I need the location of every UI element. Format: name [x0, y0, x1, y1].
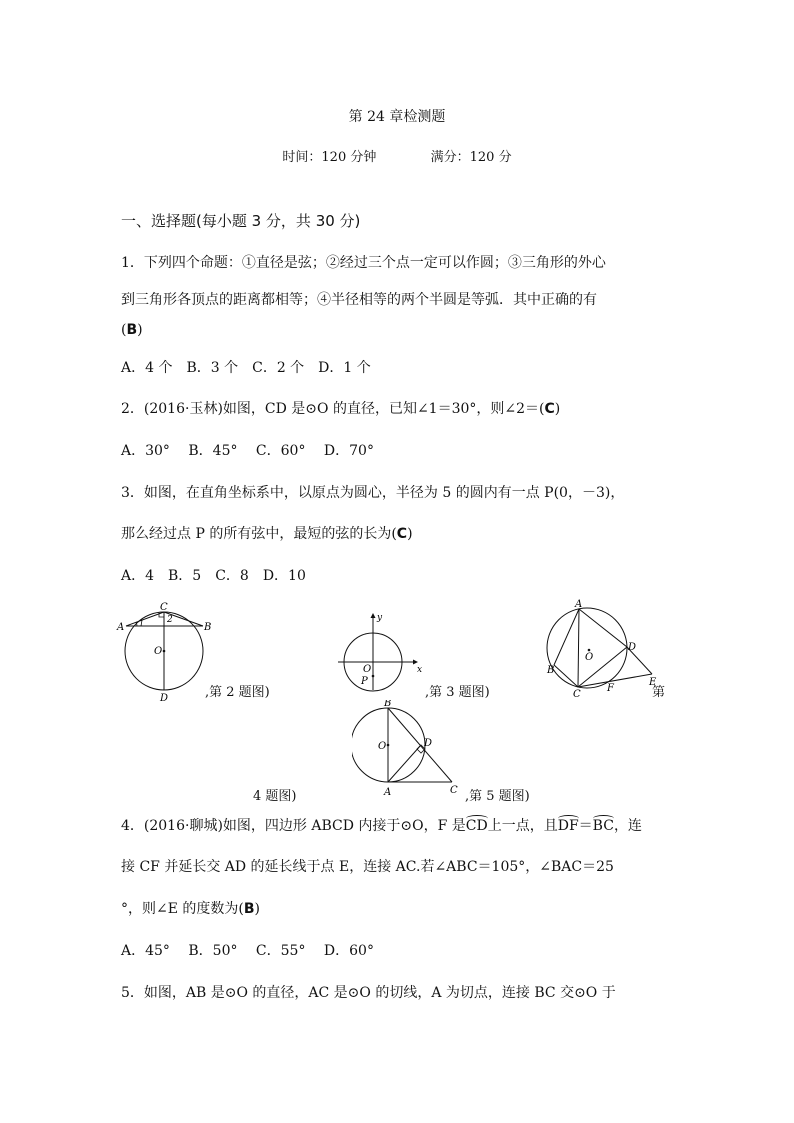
q1-answer: B	[126, 322, 138, 338]
label-D: D	[160, 693, 169, 703]
q2-options: A．30° B．45° C．60° D．70°	[121, 443, 374, 459]
q3-options: A．4 B．5 C．8 D．10	[121, 568, 306, 584]
fig4-caption-b: 4 题图)	[253, 789, 297, 804]
q4-options: A．45° B．50° C．55° D．60°	[121, 943, 374, 959]
label-O: O	[585, 652, 594, 663]
arc-cd: CD	[465, 818, 488, 834]
figure-q3	[335, 608, 425, 693]
q2-answer: C	[544, 401, 555, 417]
label-F: F	[607, 683, 614, 694]
fig3-caption: ,第 3 题图)	[425, 685, 490, 700]
arc-bc: BC	[592, 818, 614, 834]
label-A: A	[384, 787, 392, 798]
label-D: D	[628, 642, 637, 653]
full-score: 满分：120 分	[430, 150, 512, 165]
q4-text-d: ，连	[613, 818, 642, 834]
paren-open: (	[121, 322, 127, 338]
label-B: B	[547, 665, 555, 676]
paren-close: )	[137, 322, 143, 338]
q1-line1: 1．下列四个命题：①直径是弦；②经过三个点一定可以作圆；③三角形的外心	[121, 255, 606, 271]
q4-text: °，则∠E 的度数为(	[121, 901, 244, 917]
label-E: E	[649, 677, 657, 688]
q1-answer-line	[121, 322, 143, 338]
label-B: B	[204, 622, 212, 633]
label-C: C	[573, 689, 581, 700]
q4-text-c: ＝	[578, 818, 593, 834]
label-B: B	[384, 700, 392, 709]
section-heading: 一、选择题(每小题 3 分，共 30 分)	[121, 212, 361, 230]
label-A: A	[117, 622, 125, 633]
axis-y-label: y	[377, 613, 383, 623]
q2-text: 2．(2016·玉林)如图，CD 是⊙O 的直径，已知∠1＝30°，则∠2＝(	[121, 401, 545, 417]
label-O: O	[363, 664, 372, 675]
q4-line3	[121, 898, 260, 918]
fig2-caption: ,第 2 题图)	[205, 685, 270, 700]
page-title: 第 24 章检测题	[348, 109, 446, 125]
q4-answer: B	[243, 901, 255, 917]
angle-1-label: 1	[139, 619, 145, 628]
figure-q4	[540, 598, 670, 703]
fig4-caption-a: 第	[652, 685, 666, 700]
figure-q5	[352, 700, 472, 800]
axis-x-label: x	[417, 665, 423, 675]
q2-line	[121, 398, 560, 418]
figure-q2	[115, 598, 215, 703]
exam-info	[0, 146, 794, 165]
fig5-caption: ,第 5 题图)	[465, 789, 530, 804]
paren-close: )	[407, 526, 413, 542]
arc-df: DF	[557, 818, 579, 834]
q4-text-a: 4．(2016·聊城)如图，四边形 ABCD 内接于⊙O，F 是	[121, 818, 466, 834]
label-D: D	[424, 738, 433, 749]
q4-line1	[121, 815, 642, 835]
q4-text-b: 上一点，且	[487, 818, 558, 834]
q3-answer: C	[396, 526, 408, 542]
paren-close: )	[254, 901, 261, 917]
label-P: P	[361, 676, 368, 687]
label-O: O	[154, 646, 163, 657]
q5-line1: 5．如图，AB 是⊙O 的直径，AC 是⊙O 的切线，A 为切点，连接 BC 交⊙O 于	[121, 985, 616, 1001]
angle-2-label: 2	[167, 615, 173, 625]
label-C: C	[450, 785, 458, 796]
label-C: C	[160, 602, 168, 613]
label-O: O	[378, 741, 387, 752]
time-limit: 时间：120 分钟	[282, 150, 377, 165]
q3-text: 那么经过点 P 的所有弦中，最短的弦的长为(	[121, 526, 397, 542]
q3-line2	[121, 523, 413, 543]
q1-line2: 到三角形各顶点的距离都相等；④半径相等的两个半圆是等弧．其中正确的有	[121, 292, 597, 308]
q1-options: A．4 个 B．3 个 C．2 个 D．1 个	[121, 360, 371, 376]
q3-line1: 3．如图，在直角坐标系中，以原点为圆心，半径为 5 的圆内有一点 P(0，－3)，	[121, 485, 625, 501]
paren-close: )	[554, 401, 561, 417]
label-A: A	[575, 599, 583, 610]
q4-line2: 接 CF 并延长交 AD 的延长线于点 E，连接 AC.若∠ABC＝105°，∠BAC＝25	[121, 859, 614, 875]
